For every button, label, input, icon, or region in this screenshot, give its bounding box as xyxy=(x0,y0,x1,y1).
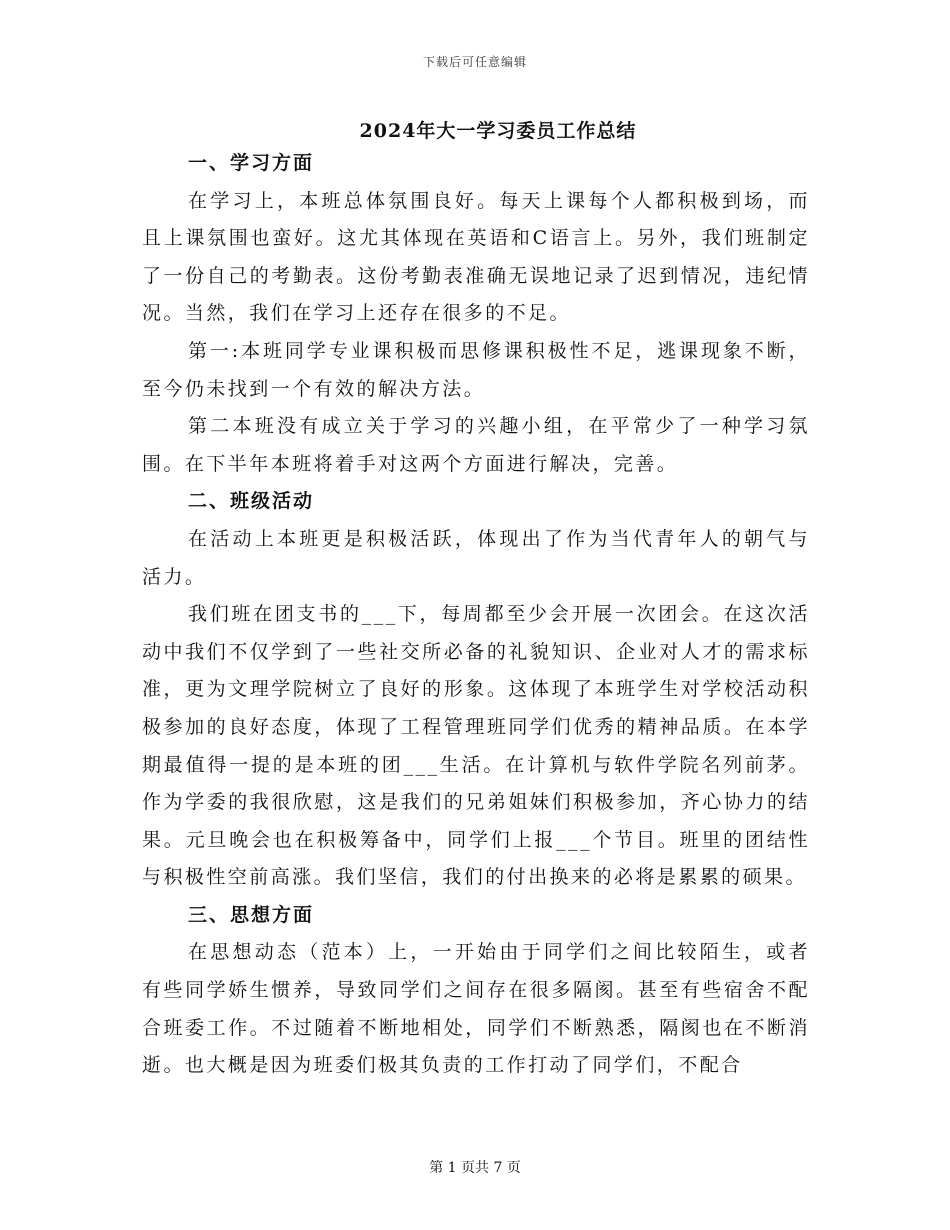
paragraph: 在思想动态（范本）上，一开始由于同学们之间比较陌生，或者有些同学娇生惯养，导致同学们之间存在很多隔阂。甚至有些宿舍不配合班委工作。不过随着不断地相处，同学们不断熟悉，隔阂也在不断消逝。也大概是因为班委们极其负责的工作打动了同学们，不配合 xyxy=(142,941,810,1077)
page-header-note: 下载后可任意编辑 xyxy=(422,55,527,69)
paragraph: 在学习上，本班总体氛围良好。每天上课每个人都积极到场，而且上课氛围也蛮好。这尤其体现在英语和C语言上。另外，我们班制定了一份自己的考勤表。这份考勤表准确无误地记录了迟到情况，违纪情况。当然，我们在学习上还存在很多的不足。 xyxy=(142,189,810,325)
paragraph: 我们班在团支书的___下，每周都至少会开展一次团会。在这次活动中我们不仅学到了一些社交所必备的礼貌知识、企业对人才的需求标准，更为文理学院树立了良好的形象。这体现了本班学生对学校活动积极参加的良好态度，体现了工程管理班同学们优秀的精神品质。在本学期最值得一提的是本班的团___生活。在计算机与软件学院名列前茅。作为学委的我很欣慰，这是我们的兄弟姐妹们积极参加，齐心协力的结果。元旦晚会也在积极筹备中，同学们上报___个节目。班里的团结性与积极性空前高涨。我们坚信，我们的付出换来的必将是累累的硕果。 xyxy=(142,603,810,889)
page-number: 第 1 页共 7 页 xyxy=(429,1160,521,1176)
paragraph: 第一:本班同学专业课积极而思修课积极性不足，逃课现象不断，至今仍未找到一个有效的解决方法。 xyxy=(142,339,810,400)
section-heading-activities: 二、班级活动 xyxy=(188,490,315,513)
paragraph: 在活动上本班更是积极活跃，体现出了作为当代青年人的朝气与活力。 xyxy=(142,527,810,588)
section-heading-thought: 三、思想方面 xyxy=(188,903,315,926)
document-title: 2024年大一学习委员工作总结 xyxy=(359,120,637,142)
section-heading-study: 一、学习方面 xyxy=(188,152,315,174)
document-body xyxy=(142,145,810,1085)
paragraph: 第二本班没有成立关于学习的兴趣小组，在平常少了一种学习氛围。在下半年本班将着手对这两个方面进行解决，完善。 xyxy=(142,415,810,475)
